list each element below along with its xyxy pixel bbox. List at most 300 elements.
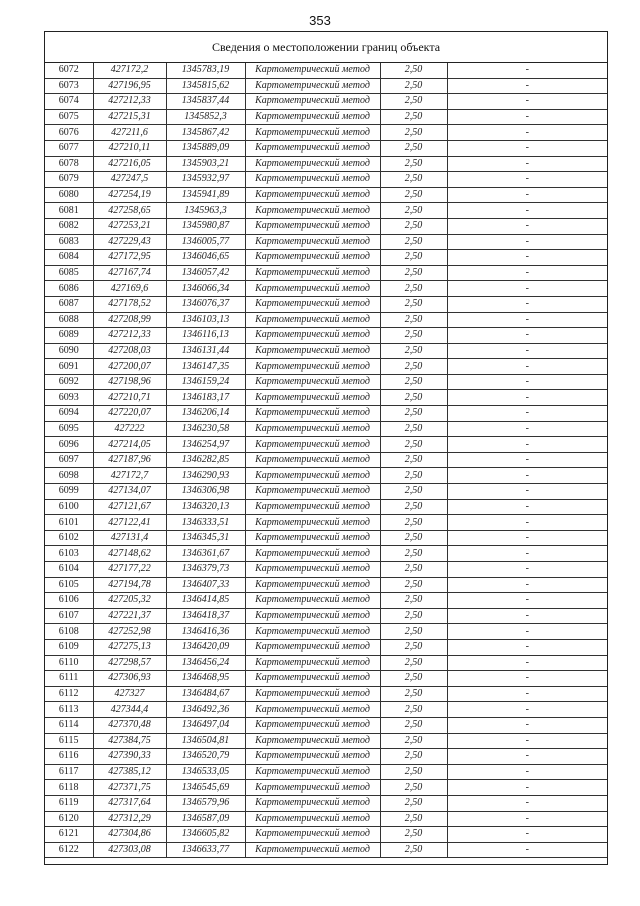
table-row <box>45 842 607 858</box>
x-coordinate-cell: 427200,07 <box>93 359 166 375</box>
accuracy-cell: 2,50 <box>380 811 447 827</box>
point-number-cell: 6079 <box>45 172 93 188</box>
accuracy-cell: 2,50 <box>380 795 447 811</box>
point-number-cell: 6113 <box>45 702 93 718</box>
x-coordinate-cell: 427222 <box>93 421 166 437</box>
method-cell: Картометрический метод <box>245 172 380 188</box>
description-cell: - <box>447 437 607 453</box>
point-number-cell: 6096 <box>45 437 93 453</box>
table-row <box>45 577 607 593</box>
y-coordinate-cell: 1345941,89 <box>166 187 245 203</box>
accuracy-cell: 2,50 <box>380 608 447 624</box>
point-number-cell: 6102 <box>45 530 93 546</box>
point-number-cell: 6090 <box>45 343 93 359</box>
description-cell: - <box>447 421 607 437</box>
y-coordinate-cell: 1346484,67 <box>166 686 245 702</box>
accuracy-cell: 2,50 <box>380 234 447 250</box>
accuracy-cell: 2,50 <box>380 484 447 500</box>
y-coordinate-cell: 1345837,44 <box>166 94 245 110</box>
description-cell: - <box>447 780 607 796</box>
description-cell: - <box>447 733 607 749</box>
y-coordinate-cell: 1346456,24 <box>166 655 245 671</box>
description-cell: - <box>447 827 607 843</box>
accuracy-cell: 2,50 <box>380 203 447 219</box>
boundary-section <box>44 31 608 865</box>
point-number-cell: 6122 <box>45 842 93 858</box>
table-row <box>45 717 607 733</box>
accuracy-cell: 2,50 <box>380 452 447 468</box>
table-row <box>45 655 607 671</box>
x-coordinate-cell: 427210,71 <box>93 390 166 406</box>
table-row <box>45 359 607 375</box>
point-number-cell: 6101 <box>45 515 93 531</box>
x-coordinate-cell: 427131,4 <box>93 530 166 546</box>
y-coordinate-cell: 1346306,98 <box>166 484 245 500</box>
x-coordinate-cell: 427254,19 <box>93 187 166 203</box>
y-coordinate-cell: 1345932,97 <box>166 172 245 188</box>
x-coordinate-cell: 427187,96 <box>93 452 166 468</box>
description-cell: - <box>447 562 607 578</box>
table-row <box>45 265 607 281</box>
description-cell: - <box>447 717 607 733</box>
accuracy-cell: 2,50 <box>380 827 447 843</box>
table-row <box>45 499 607 515</box>
method-cell: Картометрический метод <box>245 250 380 266</box>
table-row <box>45 218 607 234</box>
description-cell: - <box>447 842 607 858</box>
method-cell: Картометрический метод <box>245 499 380 515</box>
accuracy-cell: 2,50 <box>380 390 447 406</box>
x-coordinate-cell: 427208,99 <box>93 312 166 328</box>
description-cell: - <box>447 608 607 624</box>
point-number-cell: 6089 <box>45 328 93 344</box>
point-number-cell: 6082 <box>45 218 93 234</box>
y-coordinate-cell: 1346520,79 <box>166 749 245 765</box>
description-cell: - <box>447 218 607 234</box>
x-coordinate-cell: 427205,32 <box>93 593 166 609</box>
point-number-cell: 6105 <box>45 577 93 593</box>
method-cell: Картометрический метод <box>245 94 380 110</box>
accuracy-cell: 2,50 <box>380 125 447 141</box>
accuracy-cell: 2,50 <box>380 530 447 546</box>
method-cell: Картометрический метод <box>245 390 380 406</box>
accuracy-cell: 2,50 <box>380 187 447 203</box>
x-coordinate-cell: 427247,5 <box>93 172 166 188</box>
x-coordinate-cell: 427371,75 <box>93 780 166 796</box>
accuracy-cell: 2,50 <box>380 468 447 484</box>
method-cell: Картометрический метод <box>245 655 380 671</box>
method-cell: Картометрический метод <box>245 795 380 811</box>
description-cell: - <box>447 281 607 297</box>
table-row <box>45 780 607 796</box>
x-coordinate-cell: 427212,33 <box>93 94 166 110</box>
y-coordinate-cell: 1346005,77 <box>166 234 245 250</box>
table-row <box>45 187 607 203</box>
table-row <box>45 530 607 546</box>
y-coordinate-cell: 1345889,09 <box>166 140 245 156</box>
x-coordinate-cell: 427121,67 <box>93 499 166 515</box>
method-cell: Картометрический метод <box>245 593 380 609</box>
point-number-cell: 6119 <box>45 795 93 811</box>
y-coordinate-cell: 1346420,09 <box>166 639 245 655</box>
method-cell: Картометрический метод <box>245 562 380 578</box>
y-coordinate-cell: 1346147,35 <box>166 359 245 375</box>
table-row <box>45 749 607 765</box>
description-cell: - <box>447 577 607 593</box>
x-coordinate-cell: 427177,22 <box>93 562 166 578</box>
description-cell: - <box>447 390 607 406</box>
x-coordinate-cell: 427275,13 <box>93 639 166 655</box>
accuracy-cell: 2,50 <box>380 764 447 780</box>
y-coordinate-cell: 1346046,65 <box>166 250 245 266</box>
description-cell: - <box>447 624 607 640</box>
accuracy-cell: 2,50 <box>380 437 447 453</box>
accuracy-cell: 2,50 <box>380 374 447 390</box>
x-coordinate-cell: 427134,07 <box>93 484 166 500</box>
method-cell: Картометрический метод <box>245 639 380 655</box>
point-number-cell: 6106 <box>45 593 93 609</box>
table-row <box>45 94 607 110</box>
description-cell: - <box>447 702 607 718</box>
y-coordinate-cell: 1346587,09 <box>166 811 245 827</box>
method-cell: Картометрический метод <box>245 187 380 203</box>
table-row <box>45 140 607 156</box>
method-cell: Картометрический метод <box>245 234 380 250</box>
accuracy-cell: 2,50 <box>380 328 447 344</box>
accuracy-cell: 2,50 <box>380 546 447 562</box>
point-number-cell: 6078 <box>45 156 93 172</box>
table-row <box>45 686 607 702</box>
point-number-cell: 6114 <box>45 717 93 733</box>
method-cell: Картометрический метод <box>245 686 380 702</box>
table-row <box>45 421 607 437</box>
x-coordinate-cell: 427304,86 <box>93 827 166 843</box>
accuracy-cell: 2,50 <box>380 671 447 687</box>
x-coordinate-cell: 427172,7 <box>93 468 166 484</box>
table-row <box>45 343 607 359</box>
point-number-cell: 6120 <box>45 811 93 827</box>
method-cell: Картометрический метод <box>245 421 380 437</box>
y-coordinate-cell: 1346545,69 <box>166 780 245 796</box>
description-cell: - <box>447 530 607 546</box>
method-cell: Картометрический метод <box>245 109 380 125</box>
method-cell: Картометрический метод <box>245 63 380 78</box>
method-cell: Картометрический метод <box>245 764 380 780</box>
description-cell: - <box>447 109 607 125</box>
description-cell: - <box>447 593 607 609</box>
method-cell: Картометрический метод <box>245 359 380 375</box>
description-cell: - <box>447 811 607 827</box>
y-coordinate-cell: 1346345,31 <box>166 530 245 546</box>
point-number-cell: 6095 <box>45 421 93 437</box>
y-coordinate-cell: 1346290,93 <box>166 468 245 484</box>
description-cell: - <box>447 484 607 500</box>
description-cell: - <box>447 686 607 702</box>
page-number: 353 <box>309 13 331 28</box>
coordinates-table-body <box>45 63 607 858</box>
point-number-cell: 6080 <box>45 187 93 203</box>
y-coordinate-cell: 1345980,87 <box>166 218 245 234</box>
method-cell: Картометрический метод <box>245 156 380 172</box>
y-coordinate-cell: 1346497,04 <box>166 717 245 733</box>
method-cell: Картометрический метод <box>245 530 380 546</box>
x-coordinate-cell: 427327 <box>93 686 166 702</box>
x-coordinate-cell: 427344,4 <box>93 702 166 718</box>
accuracy-cell: 2,50 <box>380 359 447 375</box>
method-cell: Картометрический метод <box>245 296 380 312</box>
x-coordinate-cell: 427214,05 <box>93 437 166 453</box>
description-cell: - <box>447 203 607 219</box>
method-cell: Картометрический метод <box>245 218 380 234</box>
table-row <box>45 156 607 172</box>
accuracy-cell: 2,50 <box>380 624 447 640</box>
accuracy-cell: 2,50 <box>380 515 447 531</box>
y-coordinate-cell: 1346254,97 <box>166 437 245 453</box>
y-coordinate-cell: 1346131,44 <box>166 343 245 359</box>
y-coordinate-cell: 1346579,96 <box>166 795 245 811</box>
x-coordinate-cell: 427303,08 <box>93 842 166 858</box>
accuracy-cell: 2,50 <box>380 218 447 234</box>
table-row <box>45 390 607 406</box>
accuracy-cell: 2,50 <box>380 140 447 156</box>
description-cell: - <box>447 406 607 422</box>
x-coordinate-cell: 427252,98 <box>93 624 166 640</box>
point-number-cell: 6112 <box>45 686 93 702</box>
accuracy-cell: 2,50 <box>380 265 447 281</box>
x-coordinate-cell: 427385,12 <box>93 764 166 780</box>
y-coordinate-cell: 1346468,95 <box>166 671 245 687</box>
accuracy-cell: 2,50 <box>380 312 447 328</box>
y-coordinate-cell: 1346492,36 <box>166 702 245 718</box>
accuracy-cell: 2,50 <box>380 749 447 765</box>
method-cell: Картометрический метод <box>245 140 380 156</box>
x-coordinate-cell: 427172,95 <box>93 250 166 266</box>
y-coordinate-cell: 1346605,82 <box>166 827 245 843</box>
table-row <box>45 671 607 687</box>
point-number-cell: 6093 <box>45 390 93 406</box>
y-coordinate-cell: 1346206,14 <box>166 406 245 422</box>
method-cell: Картометрический метод <box>245 374 380 390</box>
y-coordinate-cell: 1346282,85 <box>166 452 245 468</box>
description-cell: - <box>447 343 607 359</box>
point-number-cell: 6088 <box>45 312 93 328</box>
y-coordinate-cell: 1346057,42 <box>166 265 245 281</box>
method-cell: Картометрический метод <box>245 437 380 453</box>
point-number-cell: 6117 <box>45 764 93 780</box>
point-number-cell: 6099 <box>45 484 93 500</box>
section-title: Сведения о местоположении границ объекта <box>45 32 607 63</box>
table-row <box>45 515 607 531</box>
x-coordinate-cell: 427178,52 <box>93 296 166 312</box>
y-coordinate-cell: 1346103,13 <box>166 312 245 328</box>
description-cell: - <box>447 468 607 484</box>
table-row <box>45 296 607 312</box>
method-cell: Картометрический метод <box>245 624 380 640</box>
point-number-cell: 6097 <box>45 452 93 468</box>
x-coordinate-cell: 427258,65 <box>93 203 166 219</box>
point-number-cell: 6091 <box>45 359 93 375</box>
accuracy-cell: 2,50 <box>380 296 447 312</box>
point-number-cell: 6081 <box>45 203 93 219</box>
point-number-cell: 6085 <box>45 265 93 281</box>
y-coordinate-cell: 1346333,51 <box>166 515 245 531</box>
table-row <box>45 281 607 297</box>
x-coordinate-cell: 427216,05 <box>93 156 166 172</box>
method-cell: Картометрический метод <box>245 702 380 718</box>
accuracy-cell: 2,50 <box>380 343 447 359</box>
x-coordinate-cell: 427221,37 <box>93 608 166 624</box>
table-row <box>45 109 607 125</box>
x-coordinate-cell: 427211,6 <box>93 125 166 141</box>
y-coordinate-cell: 1346416,36 <box>166 624 245 640</box>
method-cell: Картометрический метод <box>245 203 380 219</box>
x-coordinate-cell: 427390,33 <box>93 749 166 765</box>
method-cell: Картометрический метод <box>245 452 380 468</box>
description-cell: - <box>447 250 607 266</box>
table-row <box>45 78 607 94</box>
accuracy-cell: 2,50 <box>380 593 447 609</box>
accuracy-cell: 2,50 <box>380 281 447 297</box>
point-number-cell: 6107 <box>45 608 93 624</box>
x-coordinate-cell: 427172,2 <box>93 63 166 78</box>
point-number-cell: 6098 <box>45 468 93 484</box>
point-number-cell: 6083 <box>45 234 93 250</box>
point-number-cell: 6094 <box>45 406 93 422</box>
point-number-cell: 6116 <box>45 749 93 765</box>
method-cell: Картометрический метод <box>245 515 380 531</box>
description-cell: - <box>447 764 607 780</box>
x-coordinate-cell: 427169,6 <box>93 281 166 297</box>
x-coordinate-cell: 427253,21 <box>93 218 166 234</box>
description-cell: - <box>447 187 607 203</box>
x-coordinate-cell: 427208,03 <box>93 343 166 359</box>
description-cell: - <box>447 359 607 375</box>
table-row <box>45 764 607 780</box>
description-cell: - <box>447 499 607 515</box>
accuracy-cell: 2,50 <box>380 156 447 172</box>
x-coordinate-cell: 427306,93 <box>93 671 166 687</box>
table-row <box>45 468 607 484</box>
accuracy-cell: 2,50 <box>380 577 447 593</box>
y-coordinate-cell: 1346076,37 <box>166 296 245 312</box>
description-cell: - <box>447 140 607 156</box>
y-coordinate-cell: 1346183,17 <box>166 390 245 406</box>
point-number-cell: 6103 <box>45 546 93 562</box>
point-number-cell: 6118 <box>45 780 93 796</box>
table-row <box>45 63 607 78</box>
accuracy-cell: 2,50 <box>380 172 447 188</box>
table-row <box>45 811 607 827</box>
y-coordinate-cell: 1346504,81 <box>166 733 245 749</box>
x-coordinate-cell: 427317,64 <box>93 795 166 811</box>
table-row <box>45 795 607 811</box>
accuracy-cell: 2,50 <box>380 702 447 718</box>
y-coordinate-cell: 1346320,13 <box>166 499 245 515</box>
x-coordinate-cell: 427220,07 <box>93 406 166 422</box>
y-coordinate-cell: 1346066,34 <box>166 281 245 297</box>
description-cell: - <box>447 749 607 765</box>
method-cell: Картометрический метод <box>245 343 380 359</box>
y-coordinate-cell: 1346230,58 <box>166 421 245 437</box>
x-coordinate-cell: 427212,33 <box>93 328 166 344</box>
point-number-cell: 6084 <box>45 250 93 266</box>
accuracy-cell: 2,50 <box>380 562 447 578</box>
point-number-cell: 6108 <box>45 624 93 640</box>
table-row <box>45 639 607 655</box>
x-coordinate-cell: 427196,95 <box>93 78 166 94</box>
accuracy-cell: 2,50 <box>380 499 447 515</box>
point-number-cell: 6074 <box>45 94 93 110</box>
accuracy-cell: 2,50 <box>380 639 447 655</box>
method-cell: Картометрический метод <box>245 780 380 796</box>
point-number-cell: 6121 <box>45 827 93 843</box>
method-cell: Картометрический метод <box>245 312 380 328</box>
y-coordinate-cell: 1345867,42 <box>166 125 245 141</box>
y-coordinate-cell: 1346533,05 <box>166 764 245 780</box>
description-cell: - <box>447 78 607 94</box>
description-cell: - <box>447 328 607 344</box>
point-number-cell: 6077 <box>45 140 93 156</box>
description-cell: - <box>447 125 607 141</box>
method-cell: Картометрический метод <box>245 265 380 281</box>
y-coordinate-cell: 1346407,33 <box>166 577 245 593</box>
table-row <box>45 608 607 624</box>
point-number-cell: 6115 <box>45 733 93 749</box>
description-cell: - <box>447 63 607 78</box>
method-cell: Картометрический метод <box>245 827 380 843</box>
x-coordinate-cell: 427215,31 <box>93 109 166 125</box>
y-coordinate-cell: 1346159,24 <box>166 374 245 390</box>
y-coordinate-cell: 1346116,13 <box>166 328 245 344</box>
x-coordinate-cell: 427229,43 <box>93 234 166 250</box>
x-coordinate-cell: 427198,96 <box>93 374 166 390</box>
method-cell: Картометрический метод <box>245 468 380 484</box>
table-row <box>45 125 607 141</box>
table-row <box>45 172 607 188</box>
y-coordinate-cell: 1345903,21 <box>166 156 245 172</box>
description-cell: - <box>447 671 607 687</box>
x-coordinate-cell: 427167,74 <box>93 265 166 281</box>
accuracy-cell: 2,50 <box>380 406 447 422</box>
table-row <box>45 593 607 609</box>
y-coordinate-cell: 1345852,3 <box>166 109 245 125</box>
y-coordinate-cell: 1346633,77 <box>166 842 245 858</box>
description-cell: - <box>447 156 607 172</box>
table-row <box>45 374 607 390</box>
description-cell: - <box>447 452 607 468</box>
y-coordinate-cell: 1345963,3 <box>166 203 245 219</box>
table-row <box>45 546 607 562</box>
description-cell: - <box>447 546 607 562</box>
description-cell: - <box>447 265 607 281</box>
x-coordinate-cell: 427312,29 <box>93 811 166 827</box>
description-cell: - <box>447 172 607 188</box>
method-cell: Картометрический метод <box>245 811 380 827</box>
table-row <box>45 702 607 718</box>
method-cell: Картометрический метод <box>245 546 380 562</box>
accuracy-cell: 2,50 <box>380 733 447 749</box>
method-cell: Картометрический метод <box>245 281 380 297</box>
point-number-cell: 6111 <box>45 671 93 687</box>
description-cell: - <box>447 795 607 811</box>
point-number-cell: 6087 <box>45 296 93 312</box>
description-cell: - <box>447 374 607 390</box>
table-row <box>45 406 607 422</box>
table-row <box>45 484 607 500</box>
description-cell: - <box>447 655 607 671</box>
x-coordinate-cell: 427384,75 <box>93 733 166 749</box>
description-cell: - <box>447 234 607 250</box>
